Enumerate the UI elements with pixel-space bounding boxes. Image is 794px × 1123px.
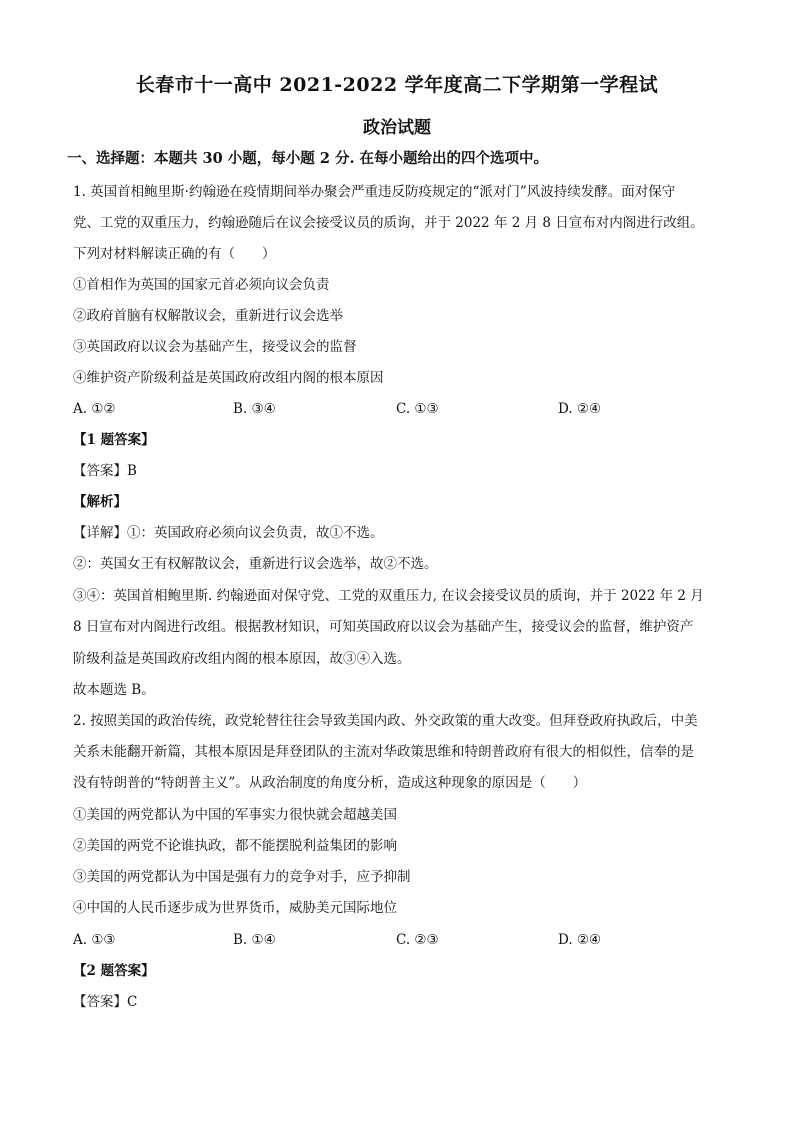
q2-stem-line: 没有特朗普的“特朗普主义”。从政治制度的角度分析，造成这种现象的原因是（ ） — [73, 775, 587, 791]
q1-detail-line: ③④：英国首相鲍里斯. 约翰逊面对保守党、工党的双重压力, 在议会接受议员的质询，并于 2022 年 2 月 — [73, 588, 704, 604]
q2-option-b: B. ①④ — [233, 932, 276, 948]
q1-detail-line: 【详解】①：英国政府必须向议会负责，故①不选。 — [73, 525, 384, 541]
q2-item: ③美国的两党都认为中国是强有力的竞争对手，应予抑制 — [73, 869, 411, 885]
q2-answer: 【答案】C — [73, 994, 138, 1010]
q1-stem-line: 1. 英国首相鲍里斯·约翰逊在疫情期间举办聚会严重违反防疫规定的“派对门”风波持续发酵。面对保守 — [73, 184, 676, 200]
q1-option-a: A. ①② — [73, 401, 116, 417]
q2-item: ④中国的人民币逐步成为世界货币，威胁美元国际地位 — [73, 900, 397, 916]
page-title: 长春市十一高中 2021-2022 学年度高二下学期第一学程试 — [135, 74, 659, 96]
q1-item: ③英国政府以议会为基础产生，接受议会的监督 — [73, 339, 357, 355]
q1-item: ①首相作为英国的国家元首必须向议会负责 — [73, 277, 330, 293]
q2-option-a: A. ①③ — [73, 932, 116, 948]
q1-stem-line: 党、工党的双重压力，约翰逊随后在议会接受议员的质询，并于 2022 年 2 月 8 日宣布对内阁进行改组。 — [73, 215, 704, 231]
q1-option-d: D. ②④ — [558, 401, 602, 417]
q1-analysis-tag: 【解析】 — [73, 494, 127, 510]
q1-item: ②政府首脑有权解散议会，重新进行议会选举 — [73, 308, 343, 324]
q1-answer-tag: 【1 题答案】 — [73, 432, 155, 448]
q1-answer: 【答案】B — [73, 463, 137, 479]
q1-detail-line: 故本题选 B。 — [73, 682, 155, 698]
q1-option-b: B. ③④ — [233, 401, 276, 417]
q2-option-c: C. ②③ — [396, 932, 439, 948]
q1-item: ④维护资产阶级利益是英国政府改组内阁的根本原因 — [73, 370, 384, 386]
q1-detail-line: ②：英国女王有权解散议会，重新进行议会选举，故②不选。 — [73, 556, 438, 572]
q2-stem-line: 2. 按照美国的政治传统，政党轮替往往会导致美国内政、外交政策的重大改变。但拜登政府执政后，中美 — [73, 713, 698, 729]
section-heading: 一、选择题：本题共 30 小题，每小题 2 分. 在每小题给出的四个选项中。 — [67, 150, 549, 167]
q1-detail-line: 阶级利益是英国政府改组内阁的根本原因，故③④入选。 — [73, 651, 411, 667]
q2-item: ②美国的两党不论谁执政，都不能摆脱利益集团的影响 — [73, 838, 397, 854]
q2-item: ①美国的两党都认为中国的军事实力很快就会超越美国 — [73, 807, 397, 823]
q1-option-c: C. ①③ — [396, 401, 439, 417]
q1-detail-line: 8 日宣布对内阁进行改组。根据教材知识，可知英国政府以议会为基础产生，接受议会的监督，维护资产 — [73, 619, 694, 635]
q2-stem-line: 关系未能翻开新篇，其根本原因是拜登团队的主流对华政策思维和特朗普政府有很大的相似性，信奉的是 — [73, 744, 694, 760]
q2-answer-tag: 【2 题答案】 — [73, 963, 155, 979]
q1-stem-line: 下列对材料解读正确的有（ ） — [73, 246, 276, 262]
q2-option-d: D. ②④ — [558, 932, 602, 948]
page-subtitle: 政治试题 — [363, 118, 431, 138]
